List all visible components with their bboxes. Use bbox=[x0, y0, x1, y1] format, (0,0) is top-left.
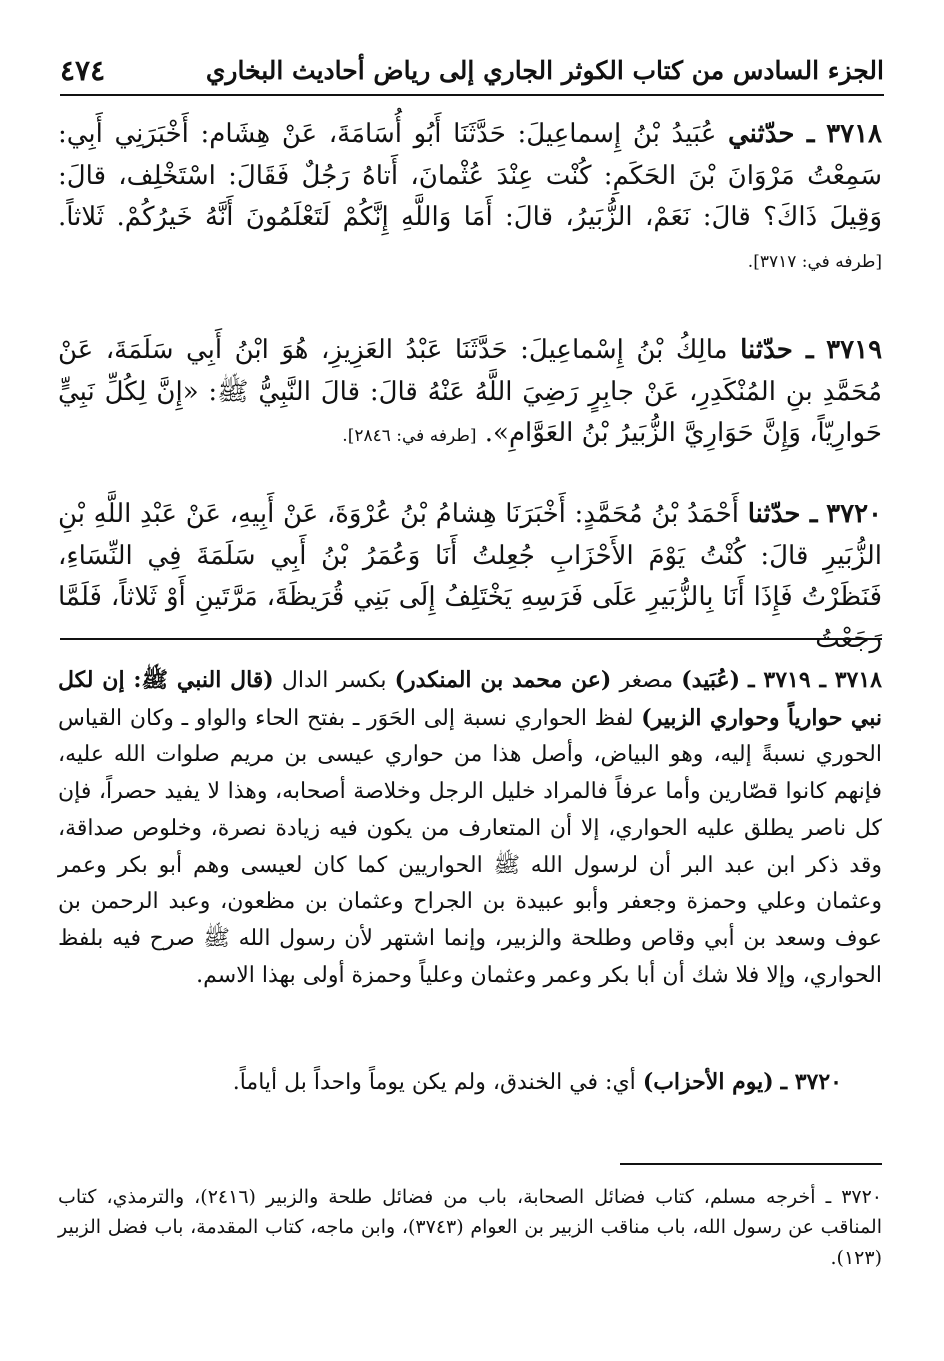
commentary-term: (يوم الأحزاب) bbox=[642, 1069, 774, 1095]
page-number: ٤٧٤ bbox=[60, 53, 106, 87]
commentary-text: لفظ الحواري نسبة إلى الحَوَر ـ بفتح الحاء والواو ـ وكان القياس الحوري نسبةً إليه، وهو البياض، وأصل هذا من حواري عيسى بن مريم صلوات الله عليه، فإنهم كانوا قصّارين وأما عرفاً فالمراد خليل الرجل وخلاصة أصحابه، وهذا لا يفيد حصراً، فإن كل ناصر يطلق عليه الحواري، إلا أن المتعارف من يكون فيه زيادة نصرة، وخلوص صداقة، وقد ذكر ابن عبد البر أن لرسول الله ﷺ الحواريين كما كان لعيسى وهم أبو بكر وعمر وعثمان وعلي وحمزة وجعفر وأبو عبيدة بن الجراح وعثمان بن مظعون، وعبد الرحمن بن عوف وسعد بن أبي وقاص وطلحة والزبير، وإنما اشتهر لأن رسول الله ﷺ صرح فيه بلفظ الحواري، وإلا فلا شك أن أبا بكر وعمر وعثمان وعلياً وحمزة أولى بهذا الاسم. bbox=[58, 705, 882, 988]
hadith-number: ٣٧٢٠ bbox=[826, 499, 882, 529]
footnote-text: أخرجه مسلم، كتاب فضائل الصحابة، باب من فضائل طلحة والزبير (٢٤١٦)، والترمذي، كتاب المناقب عن رسول الله، باب مناقب الزبير بن العوام (٣٧٤٣)، وابن ماجه، كتاب المقدمة، باب فضل الزبير (١٢٣). bbox=[58, 1186, 882, 1269]
commentary-term: (قال النبي ﷺ: إن لكل نبي حوارياً وحواري الزبير) bbox=[58, 667, 882, 731]
hadith-number: ٣٧١٨ bbox=[826, 119, 883, 149]
footnote-number: ٣٧٢٠ ـ bbox=[825, 1186, 883, 1208]
page-header bbox=[60, 46, 884, 96]
commentary-text: بكسر الدال bbox=[281, 668, 387, 693]
hadith-number: ٣٧١٩ bbox=[826, 335, 883, 365]
hadith-3719: ٣٧١٩ ـ حدّثنا مالِكُ بْنُ إِسْماعِيلَ: حَدَّثَنَا عَبْدُ العَزِيزِ، هُوَ ابْنُ أَبِي سَلَمَةَ، عَنْ مُحَمَّدِ بنِ المُنْكَدِرِ، عَنْ جابِرٍ رَضِيَ اللَّهُ عَنْهُ قالَ: قالَ النَّبِيُّ ﷺ: «إِنَّ لِكُلِّ نَبِيٍّ حَوارِيّاً، وَإِنَّ حَوَارِيَّ الزُّبَيرُ بْنُ العَوَّامِ». [طرفه في: ٢٨٤٦]. bbox=[58, 335, 883, 449]
hadith-intro: حدّثنا bbox=[740, 335, 793, 365]
hadith-text: مالِكُ بْنُ إِسْماعِيلَ: حَدَّثَنَا عَبْدُ العَزِيزِ، هُوَ ابْنُ أَبِي سَلَمَةَ، عَنْ مُحَمَّدِ بنِ المُنْكَدِرِ، عَنْ جابِرٍ رَضِيَ اللَّهُ عَنْهُ قالَ: قالَ النَّبِيُّ ﷺ: «إِنَّ لِكُلِّ نَبِيٍّ حَوارِيّاً، وَإِنَّ حَوَارِيَّ الزُّبَيرُ بْنُ العَوَّامِ». bbox=[58, 335, 883, 449]
section-divider bbox=[60, 638, 882, 640]
commentary-number: ٣٧١٨ ـ ٣٧١٩ ـ bbox=[748, 667, 882, 693]
commentary-term: (عُبَيد) bbox=[681, 667, 741, 693]
commentary-term: (عن محمد بن المنكدر) bbox=[394, 667, 612, 693]
hadith-3720: ٣٧٢٠ ـ حدّثنا أَحْمَدُ بْنُ مُحَمَّدٍ: أَخْبَرَنَا هِشامُ بْنُ عُرْوَةَ، عَنْ أَبِيهِ، عَنْ عَبْدِ اللَّهِ بْنِ الزُّبَيرِ قالَ: كُنْتُ يَوْمَ الأَحْزَابِ جُعِلتُ أَنَا وَعُمَرُ بْنُ أَبِي سَلَمَةَ فِي النِّسَاءِ، فَنَظَرْتُ فَإِذَا أَنَا بِالزُّبَيرِ عَلَى فَرَسِهِ يَخْتَلِفُ إِلَى بَنِي قُرَيظَةَ، مَرَّتَينِ أَوْ ثَلاثاً، فَلَمَّا رَجَعْتُ bbox=[58, 499, 882, 654]
hadith-text: أَحْمَدُ بْنُ مُحَمَّدٍ: أَخْبَرَنَا هِشامُ بْنُ عُرْوَةَ، عَنْ أَبِيهِ، عَنْ عَبْدِ اللَّهِ بْنِ الزُّبَيرِ قالَ: كُنْتُ يَوْمَ الأَحْزَابِ جُعِلتُ أَنَا وَعُمَرُ بْنُ أَبِي سَلَمَةَ فِي النِّسَاءِ، فَنَظَرْتُ فَإِذَا أَنَا بِالزُّبَيرِ عَلَى فَرَسِهِ يَخْتَلِفُ إِلَى بَنِي قُرَيظَةَ، مَرَّتَينِ أَوْ ثَلاثاً، فَلَمَّا رَجَعْتُ bbox=[58, 499, 882, 654]
hadith-text: عُبَيدُ بْنُ إِسماعِيلَ: حَدَّثَنَا أَبُو أُسَامَةَ، عَنْ هِشَام: أَخْبَرَنِي أَبِي: سَمِعْتُ مَرْوَانَ بْنَ الحَكَمِ: كُنْت عِنْدَ عُثْمانَ، أَتاهُ رَجُلٌ فَقَالَ: اسْتَخْلِف، قالَ: وَقِيلَ ذَاكَ؟ قالَ: نَعَمْ، الزُّبَيرُ، قالَ: أَمَا وَاللَّهِ إِنَّكُمْ لَتَعْلَمُونَ أَنَّهُ خَيرُكُمْ. ثَلاثاً. bbox=[58, 119, 882, 233]
commentary-text: مصغر bbox=[619, 668, 674, 693]
running-title: الجزء السادس من كتاب الكوثر الجاري إلى رياض أحاديث البخاري bbox=[205, 55, 884, 85]
cross-reference: [طرفه في: ٣٧١٧]. bbox=[747, 251, 882, 272]
footnote-3720 bbox=[58, 1182, 882, 1273]
hadith-3718: ٣٧١٨ ـ حدّثني عُبَيدُ بْنُ إِسماعِيلَ: حَدَّثَنَا أَبُو أُسَامَةَ، عَنْ هِشَام: أَخْبَرَنِي أَبِي: سَمِعْتُ مَرْوَانَ بْنَ الحَكَمِ: كُنْت عِنْدَ عُثْمانَ، أَتاهُ رَجُلٌ فَقَالَ: اسْتَخْلِف، قالَ: وَقِيلَ ذَاكَ؟ قالَ: نَعَمْ، الزُّبَيرُ، قالَ: أَمَا وَاللَّهِ إِنَّكُمْ لَتَعْلَمُونَ أَنَّهُ خَيرُكُمْ. ثَلاثاً. [طرفه في: ٣٧١٧]. bbox=[58, 119, 883, 272]
cross-reference: [طرفه في: ٢٨٤٦]. bbox=[342, 426, 477, 447]
commentary-3720 bbox=[58, 1064, 882, 1102]
commentary-number: ٣٧٢٠ ـ bbox=[780, 1069, 842, 1095]
hadith-intro: حدّثنا bbox=[747, 499, 801, 529]
hadith-intro: حدّثني bbox=[728, 119, 795, 149]
footnote-divider bbox=[620, 1163, 882, 1165]
commentary-text: أي: في الخندق، ولم يكن يوماً واحداً بل أياماً. bbox=[232, 1070, 636, 1095]
commentary-3718-3719 bbox=[58, 662, 882, 995]
